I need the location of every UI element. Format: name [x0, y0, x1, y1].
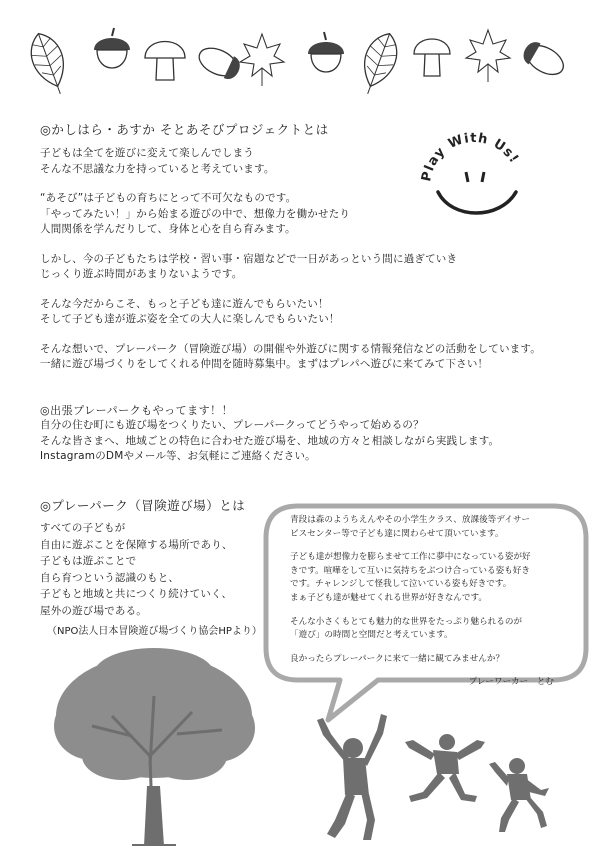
- text-line: そんな小さくもとても魅力的な世界をたっぷり魅られるのが: [290, 616, 523, 627]
- text-line: 子どもは全てを遊びに変えて楽しんでしまう: [40, 147, 254, 159]
- acorn-lying-icon: [520, 38, 569, 80]
- text-line: そして子ども達が遊ぶ姿を全ての大人に楽しんでもらいたい！: [40, 313, 340, 325]
- jumping-children-illustration: [305, 700, 565, 845]
- text-line: 自由に遊ぶことを保障する場所であり、: [40, 538, 233, 551]
- text-line: 良かったらプレーパークに来て一緒に観てみませんか？: [290, 653, 505, 664]
- maple-leaf-icon: [466, 30, 510, 82]
- child-silhouette: [405, 734, 485, 802]
- citation: （NPO法人日本冒険遊び場づくり協会HPより）: [47, 626, 262, 637]
- birch-leaf-icon: [24, 29, 74, 99]
- text-line: 子どもは遊ぶことで: [40, 555, 137, 567]
- text-line: しかし、今の子どもたちは学校・習い事・宿題などで一日があっという間に過ぎていき: [40, 252, 458, 265]
- text-line: そんな皆さまへ、地域ごとの特色に合わせた遊び場を、地域の方々と相談しながら実践します。: [40, 434, 500, 447]
- text-line: すべての子どもが: [40, 522, 126, 534]
- bubble-text: [290, 514, 582, 690]
- smiley-mouth-icon: [438, 192, 516, 213]
- child-silhouette: [317, 714, 387, 840]
- intro-heading: ◎かしはら・あすか そとあそびプロジェクトとは: [40, 122, 329, 137]
- badge-text: Play With Us!: [419, 130, 522, 183]
- acorn-icon: [308, 32, 344, 72]
- text-line: “あそび”は子どもの育ちにとって不可欠なものです。: [40, 192, 297, 204]
- text-line: 自ら育つという認識のもと、: [40, 571, 180, 584]
- text-line: そんな今だからこそ、もっと子ども達に遊んでもらいたい！: [40, 297, 329, 310]
- smiley-eye-icon: [466, 172, 468, 182]
- text-line: 人間関係を学んだりして、身体と心を自ら育みます。: [40, 223, 296, 235]
- child-silhouette: [489, 758, 549, 832]
- acorn-lying-icon: [195, 43, 244, 83]
- playpark-heading: ◎プレーパーク（冒険遊び場）とは: [40, 498, 246, 513]
- birch-leaf-icon: [354, 29, 404, 99]
- text-line: そんな想いで、プレーパーク（冒険遊び場）の開催や外遊びに関する情報発信などの活動をしています。: [40, 342, 541, 355]
- text-line: InstagramのDMやメール等、お気軽にご連絡ください。: [40, 450, 316, 462]
- text-line: じっくり遊ぶ時間があまりないようです。: [40, 268, 243, 280]
- maple-leaf-icon: [240, 34, 284, 86]
- text-line: きです。喧嘩をして互いに気持ちをぶつけ合っている姿も好き: [290, 565, 530, 576]
- text-line: そんな不思議な力を持っていると考えています。: [40, 162, 275, 175]
- mushroom-icon: [145, 42, 185, 81]
- text-line: まぁ子ども達が魅せてくれる世界が好きなんです。: [290, 592, 487, 603]
- outreach-heading: ◎出張プレーパークもやってます！！: [40, 404, 234, 417]
- text-line: 青段は森のようちえんやその小学生クラス、放課後等デイサー: [290, 515, 531, 525]
- text-line: 子ども達が想像力を膨らませて工作に夢中になっている姿が好: [290, 552, 531, 563]
- text-line: 自分の住む町にも遊び場をつくりたい、プレーパークってどうやって始めるの？: [40, 419, 424, 431]
- text-line: 「やってみたい！」から始まる遊びの中で、想像力を働かせたり: [40, 207, 351, 220]
- text-line: 子どもと地域と共につくり続けていく、: [40, 588, 233, 600]
- decorative-header: [0, 0, 600, 100]
- text-line: 屋外の遊び場である。: [40, 604, 147, 617]
- text-line: 「遊び」の時間と空間だと考えています。: [290, 630, 453, 641]
- text-line: です。チャレンジして怪我して泣いている姿も好きです。: [290, 579, 512, 590]
- mushroom-icon: [414, 39, 450, 76]
- signature: プレーワーカー とむ: [468, 677, 554, 688]
- play-with-us-badge: [418, 126, 530, 226]
- acorn-icon: [94, 28, 130, 68]
- outreach-text: [40, 418, 499, 465]
- text-line: 一緒に遊び場づくりをしてくれる仲間を随時募集中。まずはプレパへ遊びに来てみて下さい！: [40, 358, 489, 370]
- playpark-definition: [40, 520, 233, 619]
- tree-illustration: [52, 646, 257, 846]
- text-line: ビスセンター等で子ども達に関わらせて頂いています。: [290, 528, 504, 539]
- smiley-eye-icon: [482, 172, 484, 182]
